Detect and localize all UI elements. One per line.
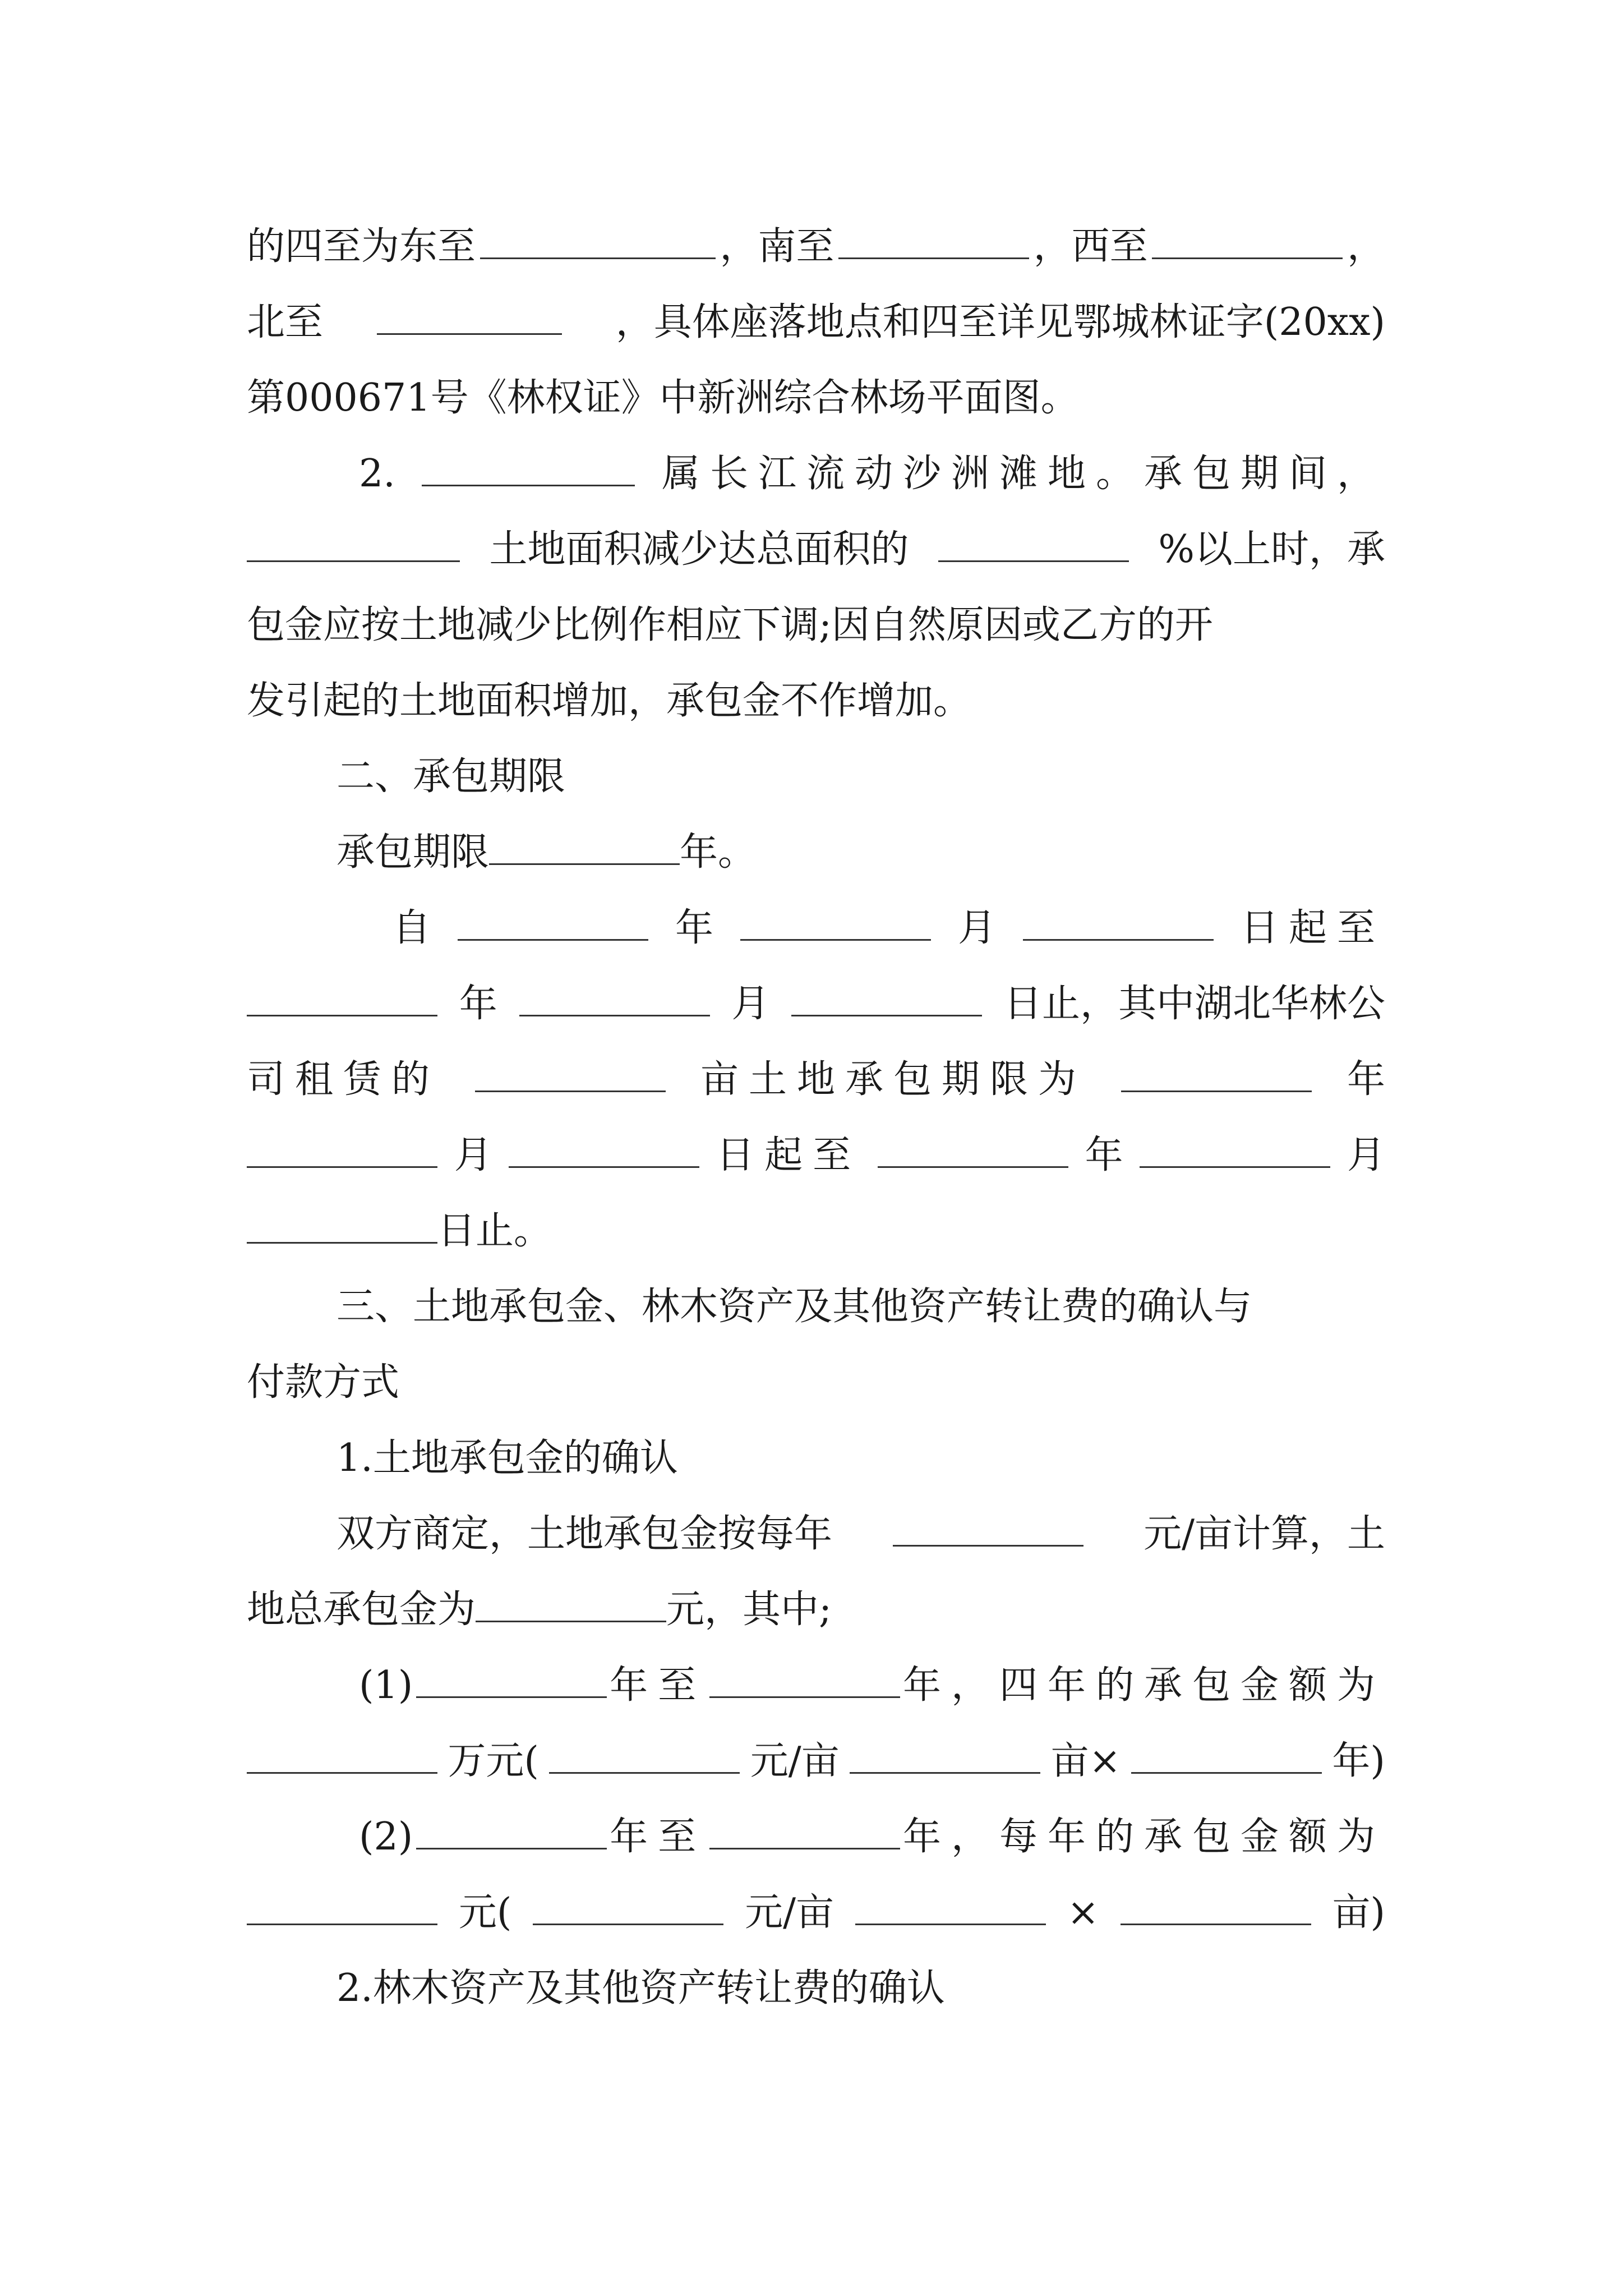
text: 司租赁的 bbox=[247, 1057, 440, 1102]
text-line-item-2 bbox=[359, 443, 1385, 505]
text-line-item-1-formula bbox=[247, 1731, 1385, 1792]
blank-year bbox=[1121, 1055, 1312, 1092]
text-line-total bbox=[247, 1579, 1385, 1641]
text: 年至 bbox=[610, 1815, 707, 1859]
text-line-certificate: 第000671号《林权证》中新洲综合林场平面图。 bbox=[247, 376, 1079, 420]
text-line-area-reduction bbox=[247, 519, 1385, 581]
text: 年。 bbox=[680, 830, 757, 875]
blank-amount bbox=[247, 1736, 437, 1774]
text: (2) bbox=[359, 1815, 413, 1859]
blank-year-from bbox=[416, 1812, 607, 1849]
blank-land-name bbox=[422, 449, 635, 486]
blank-percent bbox=[938, 524, 1129, 562]
text: 年 bbox=[675, 906, 713, 950]
section-heading-payment-cont: 付款方式 bbox=[247, 1360, 400, 1405]
text: 土地面积减少达总面积的 bbox=[489, 527, 909, 572]
text: ，南至 bbox=[720, 224, 834, 269]
blank-day bbox=[1023, 903, 1214, 941]
text: ，具体座落地点和四至详见鄂城林证字(20xx) bbox=[615, 300, 1385, 344]
text: 年 bbox=[1085, 1133, 1123, 1177]
blank-years bbox=[1131, 1736, 1322, 1774]
text: 属长江流动沙洲滩地。承包期间， bbox=[661, 452, 1385, 496]
text: 地总承包金为 bbox=[247, 1588, 476, 1632]
text: 年，每年的承包金额为 bbox=[902, 1815, 1385, 1859]
text-line: 发引起的土地面积增加，承包金不作增加。 bbox=[247, 679, 972, 723]
text-line-boundaries-east-south-west bbox=[247, 216, 1385, 278]
text-line-item-2 bbox=[359, 1806, 1385, 1868]
subheading-rent-confirmation: 1.土地承包金的确认 bbox=[336, 1436, 678, 1480]
text: 年) bbox=[1332, 1739, 1385, 1783]
text: 日止。 bbox=[437, 1209, 552, 1253]
text-line-rate bbox=[336, 1503, 1385, 1565]
blank-mu bbox=[1121, 1888, 1311, 1925]
blank-total bbox=[476, 1585, 666, 1622]
blank-month bbox=[519, 979, 710, 1016]
text: 元/亩计算，土 bbox=[1144, 1512, 1385, 1556]
text-line-term bbox=[336, 822, 1385, 884]
blank-rate bbox=[533, 1888, 723, 1925]
text: 日起至 bbox=[716, 1133, 861, 1177]
text: 年 bbox=[459, 982, 497, 1026]
blank-day bbox=[791, 979, 982, 1016]
text: 承包期限 bbox=[336, 830, 490, 875]
blank-year bbox=[247, 979, 437, 1016]
text: 元( bbox=[458, 1890, 512, 1935]
text: (1) bbox=[359, 1663, 413, 1708]
blank-mu bbox=[475, 1055, 666, 1092]
section-heading-payment: 三、土地承包金、林木资产及其他资产转让费的确认与 bbox=[336, 1285, 1252, 1329]
text: 年至 bbox=[610, 1663, 707, 1708]
text: 日止，其中湖北华林公 bbox=[1003, 982, 1385, 1026]
text: 自 bbox=[393, 906, 431, 950]
section-heading-term: 二、承包期限 bbox=[336, 754, 566, 799]
text: 元/亩 bbox=[750, 1739, 840, 1783]
text: 年，四年的承包金额为 bbox=[902, 1663, 1385, 1708]
blank-year-to bbox=[709, 1660, 900, 1698]
blank-south bbox=[838, 222, 1029, 259]
text: 元，其中; bbox=[666, 1588, 832, 1632]
text: 亩× bbox=[1050, 1739, 1121, 1783]
text: ，西至 bbox=[1033, 224, 1148, 269]
text-line-until-date bbox=[247, 973, 1385, 1035]
text-line-item-2-formula bbox=[247, 1882, 1385, 1944]
text: × bbox=[1067, 1890, 1099, 1935]
text: 双方商定，土地承包金按每年 bbox=[336, 1512, 833, 1556]
blank-term-years bbox=[489, 827, 680, 865]
blank-land bbox=[247, 524, 460, 562]
text: 月 bbox=[1347, 1133, 1385, 1177]
text-line-lease bbox=[247, 1049, 1385, 1111]
blank-amount bbox=[247, 1888, 437, 1925]
text-line-lease-dates bbox=[247, 1125, 1385, 1186]
blank-month bbox=[247, 1130, 437, 1168]
blank-rate bbox=[549, 1736, 740, 1774]
text-line-boundary-north bbox=[247, 292, 1385, 353]
blank-north bbox=[377, 297, 562, 335]
text: ， bbox=[1347, 224, 1385, 269]
blank-west bbox=[1152, 222, 1343, 259]
text: 元/亩 bbox=[745, 1890, 834, 1935]
blank-value bbox=[855, 1888, 1046, 1925]
blank-mu bbox=[850, 1736, 1040, 1774]
text: 年 bbox=[1347, 1057, 1385, 1102]
blank-year-to bbox=[709, 1812, 900, 1849]
text: 2. bbox=[359, 452, 395, 496]
text-line: 包金应按土地减少比例作相应下调;因自然原因或乙方的开 bbox=[247, 603, 1213, 647]
text: 月 bbox=[957, 906, 996, 950]
text: %以上时，承 bbox=[1158, 527, 1385, 572]
blank-month bbox=[1140, 1130, 1330, 1168]
text-line-lease-end bbox=[247, 1200, 1385, 1262]
text: 北至 bbox=[247, 300, 324, 344]
text-line-from-date bbox=[393, 898, 1385, 959]
blank-day bbox=[247, 1206, 437, 1244]
text: 亩土地承包期限为 bbox=[700, 1057, 1086, 1102]
text: 亩) bbox=[1332, 1890, 1385, 1935]
blank-month bbox=[740, 903, 931, 941]
blank-day bbox=[509, 1130, 699, 1168]
blank-year bbox=[458, 903, 648, 941]
blank-rate bbox=[893, 1509, 1083, 1547]
text: 的四至为东至 bbox=[247, 224, 476, 269]
text: 万元( bbox=[448, 1739, 539, 1783]
subheading-asset-transfer: 2.林木资产及其他资产转让费的确认 bbox=[336, 1966, 945, 2010]
text: 月 bbox=[731, 982, 770, 1026]
blank-east bbox=[480, 222, 716, 259]
text: 日起至 bbox=[1240, 906, 1385, 950]
text-line-item-1 bbox=[359, 1655, 1385, 1717]
text: 月 bbox=[454, 1133, 492, 1177]
blank-year bbox=[878, 1130, 1068, 1168]
blank-year-from bbox=[416, 1660, 607, 1698]
